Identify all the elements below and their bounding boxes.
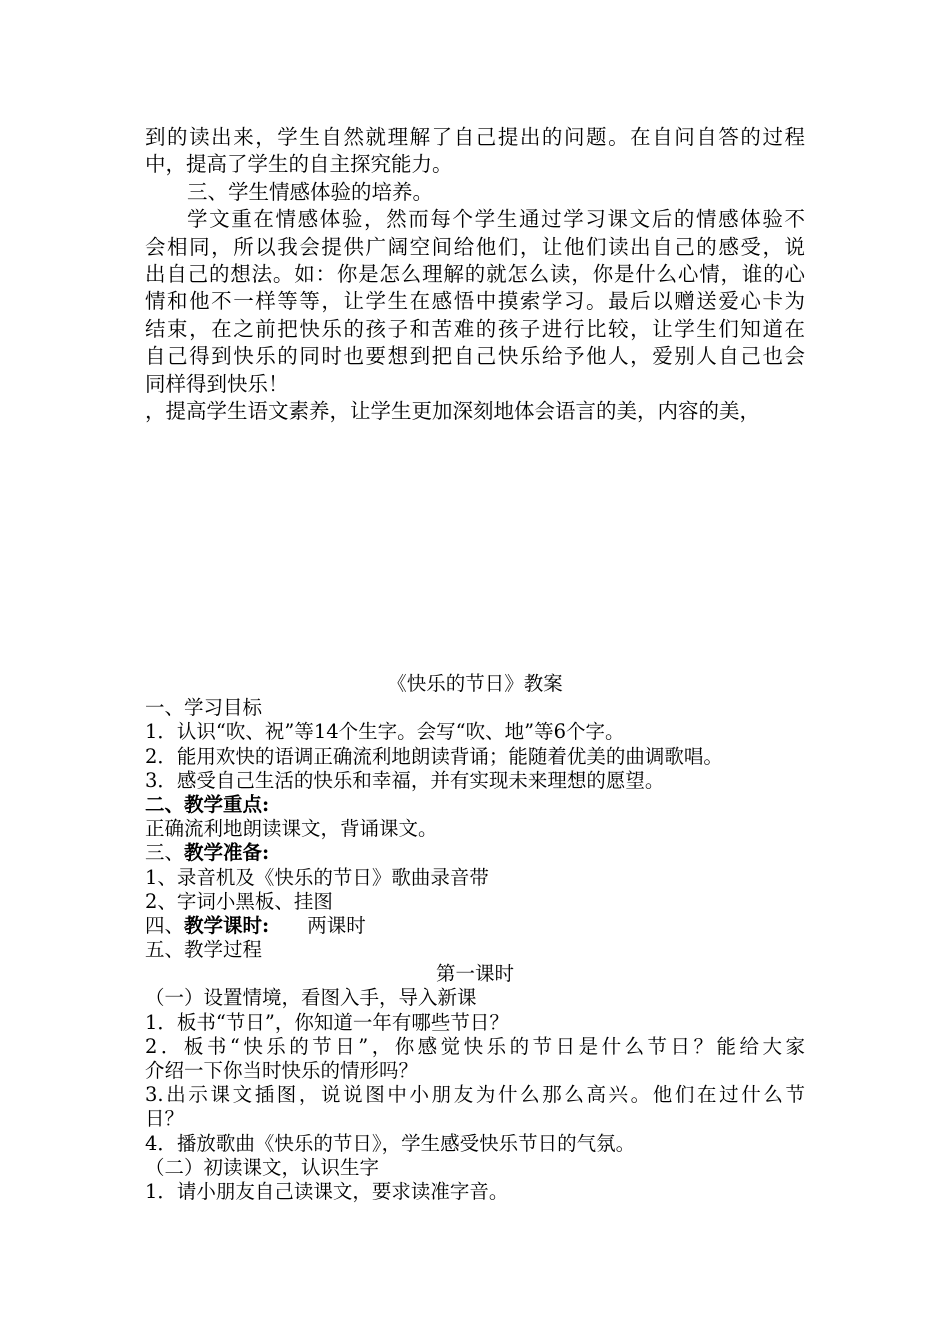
step-item: 2．板书“快乐的节日”，你感觉快乐的节日是什么节日？能给大家: [145, 1034, 805, 1058]
text-line: ，提高学生语文素养，让学生更加深刻地体会语言的美，内容的美，: [145, 398, 760, 423]
process-heading: 五、教学过程: [145, 938, 263, 962]
lesson-plan: [145, 672, 805, 1204]
essay-continuation: [145, 124, 805, 425]
lesson-title: 《快乐的节日》教案: [387, 672, 563, 695]
step-heading: （一）设置情境，看图入手，导入新课: [145, 986, 477, 1010]
text-line: 到的读出来，学生自然就理解了自己提出的问题。在自问自答的过程: [145, 125, 805, 149]
goal-item: 1．认识“吹、祝”等14个生字。会写“吹、地”等6个字。: [145, 720, 625, 744]
hours-heading: 教学课时:: [184, 913, 270, 937]
step-heading: （二）初读课文，认识生字: [145, 1155, 380, 1179]
text-line: 会相同，所以我会提供广阔空间给他们，让他们读出自己的感受，说: [145, 234, 805, 259]
text-line: 学文重在情感体验，然而每个学生通过学习课文后的情感体验不: [187, 207, 805, 232]
hours-line: [145, 914, 805, 938]
text-line: 中，提高了学生的自主探究能力。: [145, 152, 453, 177]
step-item: 1．板书“节日”，你知道一年有哪些节日？: [145, 1010, 509, 1034]
text-line: 情和他不一样等等，让学生在感悟中摸索学习。最后以赠送爱心卡为: [145, 289, 805, 314]
goal-item: 2．能用欢快的语调正确流利地朗读背诵；能随着优美的曲调歌唱。: [145, 744, 723, 768]
focus-heading: 二、教学重点:: [145, 792, 270, 816]
goals-heading: 一、学习目标: [145, 696, 263, 720]
step-item-continued: 日？: [145, 1107, 185, 1131]
goal-item: 3．感受自己生活的快乐和幸福，并有实现未来理想的愿望。: [145, 768, 665, 792]
section-heading: 三、学生情感体验的培养。: [187, 179, 433, 204]
prep-item: 2、字词小黑板、挂图: [145, 889, 333, 913]
text-line: 同样得到快乐！: [145, 371, 289, 396]
prep-heading: 教学准备:: [184, 841, 270, 865]
step-item: 3.出示课文插图，说说图中小朋友为什么那么高兴。他们在过什么节: [145, 1083, 805, 1107]
prep-prefix: 三、: [145, 841, 185, 865]
prep-item: 1、录音机及《快乐的节日》歌曲录音带: [145, 865, 489, 889]
prep-heading-line: [145, 841, 805, 865]
text-line: 出自己的想法。如：你是怎么理解的就怎么读，你是什么心情，谁的心: [145, 261, 805, 286]
step-item-continued: 介绍一下你当时快乐的情形吗？: [145, 1059, 419, 1082]
text-line: 结束，在之前把快乐的孩子和苦难的孩子进行比较，让学生们知道在: [145, 316, 805, 341]
step-item: 4．播放歌曲《快乐的节日》，学生感受快乐节日的气氛。: [145, 1131, 636, 1155]
step-item: 1．请小朋友自己读课文，要求读准字音。: [145, 1179, 509, 1203]
focus-text: 正确流利地朗读课文，背诵课文。: [145, 817, 438, 841]
hours-value: 两课时: [307, 913, 366, 937]
text-line: 自己得到快乐的同时也要想到把自己快乐给予他人，爱别人自己也会: [145, 344, 805, 369]
period-title: 第一课时: [435, 962, 514, 986]
hours-prefix: 四、: [145, 913, 185, 937]
